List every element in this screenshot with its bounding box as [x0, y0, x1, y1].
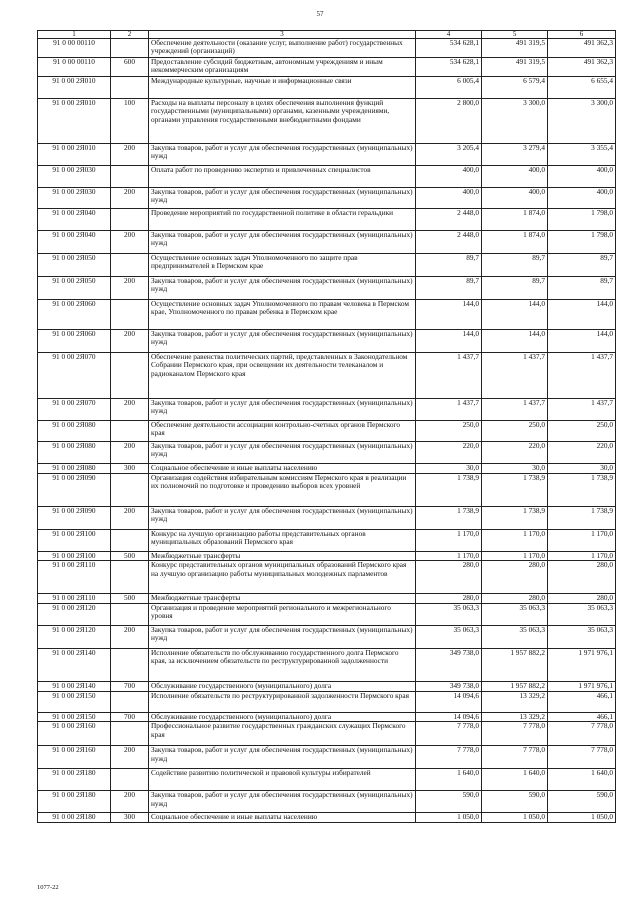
- amount-year3-cell: 30,0: [548, 464, 616, 474]
- amount-year1-cell: 89,7: [416, 277, 482, 300]
- expense-type-cell: 200: [111, 442, 149, 464]
- column-number: 4: [416, 31, 482, 39]
- table-row: [38, 625, 616, 648]
- amount-year2-cell: 30,0: [482, 464, 548, 474]
- table-row: [38, 144, 616, 166]
- amount-year3-cell: 1 437,7: [548, 399, 616, 421]
- expense-name-cell: Закупка товаров, работ и услуг для обеспечения государственных (муниципальных) нужд: [149, 330, 416, 353]
- amount-year1-cell: 35 063,3: [416, 603, 482, 625]
- amount-year3-cell: 144,0: [548, 300, 616, 330]
- table-row: [38, 231, 616, 254]
- expense-type-cell: [111, 648, 149, 681]
- classification-code-cell: 91 0 00 2Я030: [38, 188, 111, 209]
- amount-year3-cell: 1 170,0: [548, 530, 616, 552]
- table-row: [38, 507, 616, 530]
- amount-year2-cell: 1 738,9: [482, 474, 548, 507]
- table-row: [38, 561, 616, 594]
- amount-year3-cell: 7 778,0: [548, 722, 616, 746]
- table-row: [38, 39, 616, 58]
- amount-year1-cell: 1 437,7: [416, 353, 482, 399]
- amount-year3-cell: 35 063,3: [548, 625, 616, 648]
- expense-type-cell: [111, 421, 149, 442]
- expense-name-cell: Осуществление основных задач Уполномоченного по защите прав предпринимателей в Пермском крае: [149, 254, 416, 277]
- amount-year2-cell: 144,0: [482, 300, 548, 330]
- column-number: 3: [149, 31, 416, 39]
- classification-code-cell: 91 0 00 2Я080: [38, 421, 111, 442]
- amount-year3-cell: 1 640,0: [548, 769, 616, 791]
- table-row: [38, 399, 616, 421]
- amount-year2-cell: 13 329,2: [482, 712, 548, 721]
- amount-year1-cell: 1 050,0: [416, 813, 482, 823]
- amount-year2-cell: 1 437,7: [482, 399, 548, 421]
- table-row: [38, 421, 616, 442]
- table-row: [38, 474, 616, 507]
- expense-type-cell: [111, 39, 149, 58]
- amount-year2-cell: 35 063,3: [482, 603, 548, 625]
- expense-type-cell: 200: [111, 277, 149, 300]
- amount-year1-cell: 349 738,0: [416, 681, 482, 691]
- amount-year3-cell: 1 971 976,1: [548, 648, 616, 681]
- expense-type-cell: [111, 209, 149, 231]
- expense-name-cell: Осуществление основных задач Уполномоченного по правам человека в Пермском крае, Уполномоченного по правам ребенка в Пермском крае: [149, 300, 416, 330]
- expense-name-cell: Международные культурные, научные и информационные связи: [149, 77, 416, 99]
- amount-year3-cell: 220,0: [548, 442, 616, 464]
- amount-year3-cell: 89,7: [548, 254, 616, 277]
- expense-type-cell: [111, 722, 149, 746]
- expense-type-cell: [111, 300, 149, 330]
- expense-name-cell: Закупка товаров, работ и услуг для обеспечения государственных (муниципальных) нужд: [149, 442, 416, 464]
- classification-code-cell: 91 0 00 2Я100: [38, 552, 111, 561]
- expense-name-cell: Предоставление субсидий бюджетным, автономным учреждениям и иным некоммерческим организациям: [149, 58, 416, 77]
- amount-year1-cell: 1 170,0: [416, 530, 482, 552]
- amount-year1-cell: 220,0: [416, 442, 482, 464]
- amount-year2-cell: 491 319,5: [482, 39, 548, 58]
- expense-type-cell: [111, 691, 149, 712]
- amount-year2-cell: 1 957 882,2: [482, 681, 548, 691]
- expense-type-cell: 300: [111, 464, 149, 474]
- expense-name-cell: Закупка товаров, работ и услуг для обеспечения государственных (муниципальных) нужд: [149, 746, 416, 769]
- amount-year2-cell: 1 874,0: [482, 209, 548, 231]
- classification-code-cell: 91 0 00 2Я150: [38, 712, 111, 721]
- expense-name-cell: Социальное обеспечение и иные выплаты населению: [149, 813, 416, 823]
- classification-code-cell: 91 0 00 2Я160: [38, 746, 111, 769]
- classification-code-cell: 91 0 00 2Я110: [38, 594, 111, 603]
- amount-year2-cell: 3 300,0: [482, 99, 548, 144]
- amount-year1-cell: 400,0: [416, 188, 482, 209]
- expense-name-cell: Обеспечение деятельности (оказание услуг, выполнение работ) государственных учреждений (организаций): [149, 39, 416, 58]
- amount-year3-cell: 1 170,0: [548, 552, 616, 561]
- amount-year1-cell: 6 005,4: [416, 77, 482, 99]
- classification-code-cell: 91 0 00 2Я060: [38, 300, 111, 330]
- classification-code-cell: 91 0 00 2Я160: [38, 722, 111, 746]
- amount-year1-cell: 30,0: [416, 464, 482, 474]
- expense-type-cell: 200: [111, 330, 149, 353]
- table-row: [38, 277, 616, 300]
- classification-code-cell: 91 0 00 00110: [38, 58, 111, 77]
- amount-year2-cell: 1 050,0: [482, 813, 548, 823]
- amount-year2-cell: 13 329,2: [482, 691, 548, 712]
- classification-code-cell: 91 0 00 2Я100: [38, 530, 111, 552]
- classification-code-cell: 91 0 00 2Я010: [38, 77, 111, 99]
- expense-name-cell: Закупка товаров, работ и услуг для обеспечения государственных (муниципальных) нужд: [149, 277, 416, 300]
- expense-type-cell: [111, 769, 149, 791]
- classification-code-cell: 91 0 00 2Я180: [38, 769, 111, 791]
- amount-year1-cell: 35 063,3: [416, 625, 482, 648]
- amount-year3-cell: 144,0: [548, 330, 616, 353]
- expense-type-cell: [111, 353, 149, 399]
- classification-code-cell: 91 0 00 2Я080: [38, 464, 111, 474]
- amount-year2-cell: 144,0: [482, 330, 548, 353]
- amount-year1-cell: 14 094,6: [416, 691, 482, 712]
- expense-type-cell: 200: [111, 507, 149, 530]
- expense-type-cell: 700: [111, 681, 149, 691]
- amount-year2-cell: 1 437,7: [482, 353, 548, 399]
- amount-year2-cell: 220,0: [482, 442, 548, 464]
- expense-name-cell: Оплата работ по проведению экспертиз и привлеченных специалистов: [149, 166, 416, 188]
- amount-year2-cell: 491 319,5: [482, 58, 548, 77]
- amount-year2-cell: 7 778,0: [482, 722, 548, 746]
- amount-year3-cell: 1 798,0: [548, 231, 616, 254]
- table-row: [38, 188, 616, 209]
- classification-code-cell: 91 0 00 2Я030: [38, 166, 111, 188]
- expense-name-cell: Закупка товаров, работ и услуг для обеспечения государственных (муниципальных) нужд: [149, 144, 416, 166]
- expense-name-cell: Обслуживание государственного (муниципального) долга: [149, 712, 416, 721]
- amount-year3-cell: 7 778,0: [548, 746, 616, 769]
- expense-name-cell: Социальное обеспечение и иные выплаты населению: [149, 464, 416, 474]
- amount-year1-cell: 144,0: [416, 330, 482, 353]
- expense-name-cell: Расходы на выплаты персоналу в целях обеспечения выполнения функций государственными (муниципальными) органами, казенными учреждениями, органами управления государственными внебюджетными фондами: [149, 99, 416, 144]
- amount-year3-cell: 1 738,9: [548, 474, 616, 507]
- expense-name-cell: Обеспечение деятельности ассоциации контрольно-счетных органов Пермского края: [149, 421, 416, 442]
- classification-code-cell: 91 0 00 2Я090: [38, 474, 111, 507]
- amount-year1-cell: 2 448,0: [416, 209, 482, 231]
- expense-name-cell: Профессиональное развитие государственных гражданских служащих Пермского края: [149, 722, 416, 746]
- amount-year1-cell: 2 448,0: [416, 231, 482, 254]
- amount-year3-cell: 400,0: [548, 166, 616, 188]
- amount-year1-cell: 534 628,1: [416, 39, 482, 58]
- classification-code-cell: 91 0 00 2Я140: [38, 648, 111, 681]
- amount-year1-cell: 14 094,6: [416, 712, 482, 721]
- classification-code-cell: 91 0 00 2Я110: [38, 561, 111, 594]
- amount-year1-cell: 590,0: [416, 791, 482, 813]
- expense-name-cell: Закупка товаров, работ и услуг для обеспечения государственных (муниципальных) нужд: [149, 399, 416, 421]
- table-row: [38, 603, 616, 625]
- amount-year1-cell: 89,7: [416, 254, 482, 277]
- amount-year3-cell: 3 355,4: [548, 144, 616, 166]
- expense-type-cell: 200: [111, 399, 149, 421]
- amount-year3-cell: 250,0: [548, 421, 616, 442]
- amount-year2-cell: 280,0: [482, 594, 548, 603]
- table-row: [38, 58, 616, 77]
- amount-year1-cell: 2 800,0: [416, 99, 482, 144]
- table-row: [38, 594, 616, 603]
- expense-type-cell: 300: [111, 813, 149, 823]
- expense-name-cell: Исполнение обязательств по обслуживанию государственного долга Пермского края, за исключением обязательств по реструктурированной задолженности: [149, 648, 416, 681]
- amount-year1-cell: 7 778,0: [416, 746, 482, 769]
- amount-year2-cell: 250,0: [482, 421, 548, 442]
- classification-code-cell: 91 0 00 2Я070: [38, 399, 111, 421]
- amount-year3-cell: 400,0: [548, 188, 616, 209]
- table-row: [38, 746, 616, 769]
- column-number: 5: [482, 31, 548, 39]
- amount-year3-cell: 590,0: [548, 791, 616, 813]
- amount-year2-cell: 1 957 882,2: [482, 648, 548, 681]
- amount-year1-cell: 3 205,4: [416, 144, 482, 166]
- amount-year2-cell: 35 063,3: [482, 625, 548, 648]
- amount-year3-cell: 280,0: [548, 561, 616, 594]
- expense-name-cell: Обслуживание государственного (муниципального) долга: [149, 681, 416, 691]
- expense-name-cell: Проведение мероприятий по государственной политике в области геральдики: [149, 209, 416, 231]
- amount-year2-cell: 3 279,4: [482, 144, 548, 166]
- expense-type-cell: 200: [111, 625, 149, 648]
- expense-name-cell: Конкурс на лучшую организацию работы представительных органов муниципальных образований Пермского края: [149, 530, 416, 552]
- table-row: [38, 791, 616, 813]
- amount-year2-cell: 1 170,0: [482, 530, 548, 552]
- expense-name-cell: Организация и проведение мероприятий регионального и межрегионального уровня: [149, 603, 416, 625]
- classification-code-cell: 91 0 00 2Я080: [38, 442, 111, 464]
- amount-year3-cell: 1 971 976,1: [548, 681, 616, 691]
- amount-year1-cell: 534 628,1: [416, 58, 482, 77]
- amount-year3-cell: 3 300,0: [548, 99, 616, 144]
- expense-name-cell: Организация содействия избирательным комиссиям Пермского края в реализации их полномочий по подготовке и проведению выборов всех уровней: [149, 474, 416, 507]
- amount-year3-cell: 466,1: [548, 712, 616, 721]
- amount-year1-cell: 280,0: [416, 594, 482, 603]
- classification-code-cell: 91 0 00 2Я120: [38, 603, 111, 625]
- amount-year3-cell: 1 738,9: [548, 507, 616, 530]
- expense-type-cell: [111, 474, 149, 507]
- amount-year1-cell: 144,0: [416, 300, 482, 330]
- amount-year3-cell: 35 063,3: [548, 603, 616, 625]
- table-row: [38, 464, 616, 474]
- amount-year2-cell: 6 579,4: [482, 77, 548, 99]
- amount-year3-cell: 1 798,0: [548, 209, 616, 231]
- expense-type-cell: [111, 561, 149, 594]
- amount-year2-cell: 400,0: [482, 188, 548, 209]
- amount-year2-cell: 7 778,0: [482, 746, 548, 769]
- expense-name-cell: Закупка товаров, работ и услуг для обеспечения государственных (муниципальных) нужд: [149, 507, 416, 530]
- expense-name-cell: Межбюджетные трансферты: [149, 594, 416, 603]
- column-number: 2: [111, 31, 149, 39]
- amount-year2-cell: 1 738,9: [482, 507, 548, 530]
- classification-code-cell: 91 0 00 2Я140: [38, 681, 111, 691]
- classification-code-cell: 91 0 00 2Я040: [38, 209, 111, 231]
- amount-year3-cell: 491 362,3: [548, 58, 616, 77]
- classification-code-cell: 91 0 00 2Я120: [38, 625, 111, 648]
- expense-name-cell: Конкурс представительных органов муниципальных образований Пермского края на лучшую организацию работы муниципальных молодежных парламентов: [149, 561, 416, 594]
- classification-code-cell: 91 0 00 2Я050: [38, 254, 111, 277]
- table-row: [38, 353, 616, 399]
- expense-type-cell: 500: [111, 594, 149, 603]
- table-row: [38, 722, 616, 746]
- amount-year3-cell: 280,0: [548, 594, 616, 603]
- expense-name-cell: Содействие развитию политической и правовой культуры избирателей: [149, 769, 416, 791]
- amount-year1-cell: 1 170,0: [416, 552, 482, 561]
- table-row: [38, 530, 616, 552]
- expense-name-cell: Закупка товаров, работ и услуг для обеспечения государственных (муниципальных) нужд: [149, 188, 416, 209]
- column-number: 6: [548, 31, 616, 39]
- amount-year1-cell: 1 738,9: [416, 474, 482, 507]
- expense-name-cell: Закупка товаров, работ и услуг для обеспечения государственных (муниципальных) нужд: [149, 791, 416, 813]
- classification-code-cell: 91 0 00 2Я040: [38, 231, 111, 254]
- expense-type-cell: [111, 77, 149, 99]
- expense-type-cell: 700: [111, 712, 149, 721]
- classification-code-cell: 91 0 00 00110: [38, 39, 111, 58]
- classification-code-cell: 91 0 00 2Я150: [38, 691, 111, 712]
- footer-code: 1077-22: [37, 884, 59, 891]
- table-row: [38, 691, 616, 712]
- classification-code-cell: 91 0 00 2Я010: [38, 144, 111, 166]
- expense-name-cell: Закупка товаров, работ и услуг для обеспечения государственных (муниципальных) нужд: [149, 625, 416, 648]
- classification-code-cell: 91 0 00 2Я060: [38, 330, 111, 353]
- amount-year3-cell: 1 050,0: [548, 813, 616, 823]
- expense-type-cell: 200: [111, 231, 149, 254]
- expense-type-cell: 200: [111, 144, 149, 166]
- amount-year3-cell: 1 437,7: [548, 353, 616, 399]
- amount-year1-cell: 280,0: [416, 561, 482, 594]
- amount-year2-cell: 1 874,0: [482, 231, 548, 254]
- amount-year1-cell: 1 640,0: [416, 769, 482, 791]
- expense-name-cell: Закупка товаров, работ и услуг для обеспечения государственных (муниципальных) нужд: [149, 231, 416, 254]
- page-number: 57: [316, 10, 324, 18]
- expense-type-cell: [111, 166, 149, 188]
- table-row: [38, 77, 616, 99]
- expense-type-cell: [111, 603, 149, 625]
- amount-year2-cell: 1 170,0: [482, 552, 548, 561]
- table-row: [38, 254, 616, 277]
- expense-name-cell: Обеспечение равенства политических партий, представленных в Законодательном Собрании Пермского края, при освещении их деятельности телеканалом и радиоканалом Пермского края: [149, 353, 416, 399]
- amount-year3-cell: 6 655,4: [548, 77, 616, 99]
- table-row: [38, 300, 616, 330]
- amount-year2-cell: 590,0: [482, 791, 548, 813]
- expense-type-cell: 600: [111, 58, 149, 77]
- amount-year2-cell: 89,7: [482, 277, 548, 300]
- budget-table: [37, 30, 616, 823]
- classification-code-cell: 91 0 00 2Я070: [38, 353, 111, 399]
- amount-year2-cell: 89,7: [482, 254, 548, 277]
- amount-year2-cell: 400,0: [482, 166, 548, 188]
- table-row: [38, 330, 616, 353]
- expense-type-cell: 200: [111, 188, 149, 209]
- classification-code-cell: 91 0 00 2Я010: [38, 99, 111, 144]
- amount-year1-cell: 400,0: [416, 166, 482, 188]
- expense-type-cell: 100: [111, 99, 149, 144]
- table-row: [38, 209, 616, 231]
- column-number: 1: [38, 31, 111, 39]
- amount-year1-cell: 7 778,0: [416, 722, 482, 746]
- amount-year3-cell: 491 362,3: [548, 39, 616, 58]
- expense-name-cell: Межбюджетные трансферты: [149, 552, 416, 561]
- expense-type-cell: 200: [111, 746, 149, 769]
- amount-year1-cell: 1 437,7: [416, 399, 482, 421]
- table-row: [38, 813, 616, 823]
- classification-code-cell: 91 0 00 2Я180: [38, 791, 111, 813]
- classification-code-cell: 91 0 00 2Я050: [38, 277, 111, 300]
- classification-code-cell: 91 0 00 2Я180: [38, 813, 111, 823]
- amount-year2-cell: 280,0: [482, 561, 548, 594]
- expense-type-cell: 500: [111, 552, 149, 561]
- expense-type-cell: [111, 530, 149, 552]
- table-row: [38, 769, 616, 791]
- amount-year2-cell: 1 640,0: [482, 769, 548, 791]
- classification-code-cell: 91 0 00 2Я090: [38, 507, 111, 530]
- expense-name-cell: Исполнение обязательств по реструктурированной задолженности Пермского края: [149, 691, 416, 712]
- amount-year1-cell: 250,0: [416, 421, 482, 442]
- table-row: [38, 442, 616, 464]
- amount-year1-cell: 1 738,9: [416, 507, 482, 530]
- expense-type-cell: 200: [111, 791, 149, 813]
- table-row: [38, 681, 616, 691]
- table-row: [38, 648, 616, 681]
- amount-year3-cell: 466,1: [548, 691, 616, 712]
- expense-type-cell: [111, 254, 149, 277]
- table-row: [38, 99, 616, 144]
- table-row: [38, 166, 616, 188]
- amount-year1-cell: 349 738,0: [416, 648, 482, 681]
- amount-year3-cell: 89,7: [548, 277, 616, 300]
